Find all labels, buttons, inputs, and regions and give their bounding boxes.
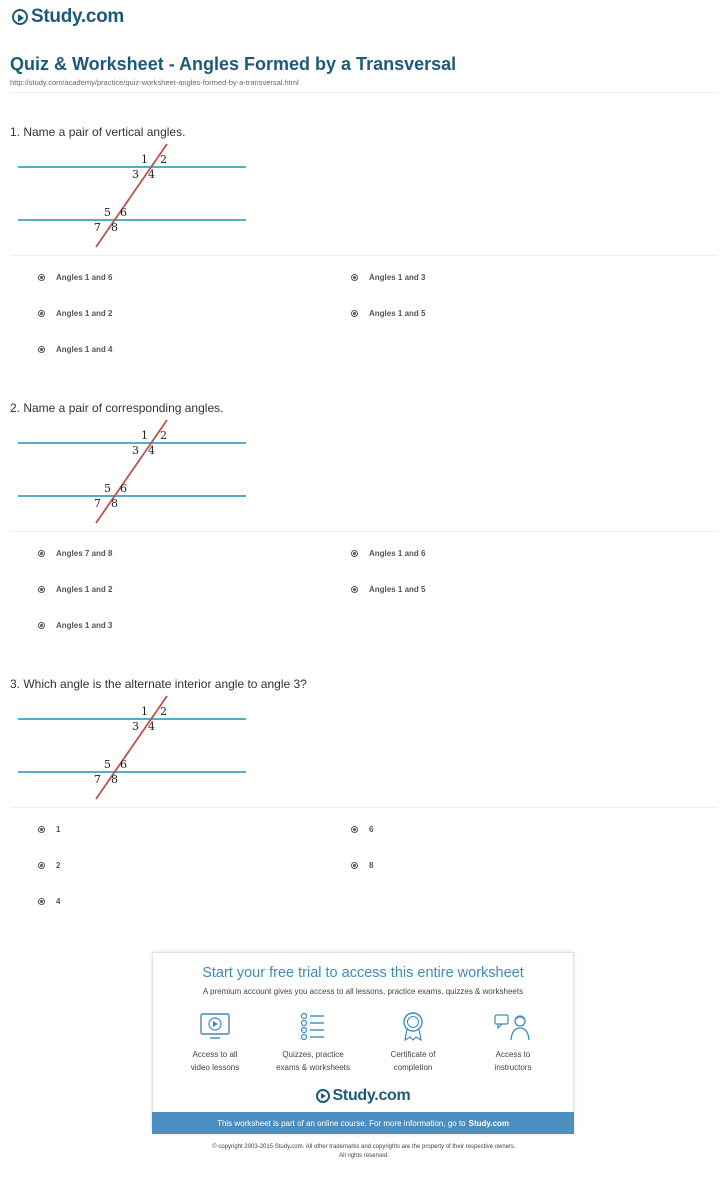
- option-label: Angles 1 and 3: [369, 273, 426, 282]
- angle-label: 8: [111, 497, 118, 510]
- radio-button[interactable]: [38, 898, 45, 905]
- feature-label: Access to instructors: [494, 1050, 532, 1072]
- feature-certificate: [363, 1011, 463, 1074]
- angle-label: 4: [148, 168, 155, 181]
- answer-option[interactable]: [351, 825, 373, 834]
- radio-button[interactable]: [38, 622, 45, 629]
- answer-option[interactable]: [38, 621, 112, 630]
- angle-label: 3: [132, 720, 139, 733]
- certificate-ribbon-icon: [396, 1011, 430, 1041]
- promo-bar-text: This worksheet is part of an online course. For more information, go to: [217, 1118, 466, 1128]
- answer-option[interactable]: [351, 585, 425, 594]
- answer-option[interactable]: [38, 273, 112, 282]
- header-divider: [10, 92, 718, 93]
- study-logo[interactable]: [12, 6, 124, 28]
- angle-label: 4: [148, 444, 155, 457]
- radio-button[interactable]: [351, 550, 358, 557]
- feature-video-lessons: [165, 1011, 265, 1074]
- question-text: 3. Which angle is the alternate interior angle to angle 3?: [10, 677, 307, 691]
- answer-option[interactable]: [38, 861, 60, 870]
- option-label: 8: [369, 861, 374, 870]
- answer-option[interactable]: [38, 345, 112, 354]
- radio-button[interactable]: [38, 826, 45, 833]
- radio-button[interactable]: [351, 862, 358, 869]
- answer-option[interactable]: [38, 897, 60, 906]
- question-3: [10, 677, 718, 927]
- question-2: [10, 401, 718, 651]
- answer-option[interactable]: [351, 861, 373, 870]
- logo-text: Study.com: [332, 1087, 411, 1104]
- option-label: 4: [56, 897, 61, 906]
- question-1: [10, 125, 718, 375]
- angle-label: 1: [141, 705, 148, 718]
- question-text: 2. Name a pair of corresponding angles.: [10, 401, 224, 415]
- logo-text: Study.com: [31, 6, 125, 27]
- radio-button[interactable]: [351, 586, 358, 593]
- promo-heading: Start your free trial to access this entire worksheet: [202, 965, 524, 981]
- option-label: Angles 1 and 4: [56, 345, 113, 354]
- option-label: Angles 1 and 3: [56, 621, 113, 630]
- transversal-line: [96, 144, 167, 247]
- instructor-chat-icon: [493, 1011, 533, 1041]
- transversal-diagram: [18, 695, 253, 813]
- angle-label: 5: [104, 758, 111, 771]
- angle-label: 1: [141, 429, 148, 442]
- option-label: Angles 1 and 2: [56, 585, 113, 594]
- page-title: Quiz & Worksheet - Angles Formed by a Transversal: [10, 54, 457, 74]
- answer-option[interactable]: [38, 549, 112, 558]
- radio-button[interactable]: [38, 346, 45, 353]
- answer-option[interactable]: [351, 273, 425, 282]
- radio-button[interactable]: [38, 310, 45, 317]
- angle-label: 6: [120, 482, 127, 495]
- radio-button[interactable]: [38, 586, 45, 593]
- answer-option[interactable]: [38, 585, 112, 594]
- angle-label: 2: [160, 429, 167, 442]
- copyright-notice: [0, 1143, 728, 1161]
- question-divider: [10, 255, 718, 256]
- promo-study-logo[interactable]: [153, 1087, 573, 1105]
- option-label: Angles 1 and 6: [56, 273, 113, 282]
- option-label: 2: [56, 861, 61, 870]
- answer-option[interactable]: [38, 309, 112, 318]
- angle-label: 8: [111, 773, 118, 786]
- feature-label: Access to all video lessons: [190, 1050, 240, 1072]
- option-label: Angles 1 and 5: [369, 585, 426, 594]
- angle-label: 7: [94, 773, 101, 786]
- option-label: Angles 1 and 2: [56, 309, 113, 318]
- option-label: Angles 7 and 8: [56, 549, 113, 558]
- feature-quizzes: [263, 1011, 363, 1074]
- option-label: 1: [56, 825, 61, 834]
- question-divider: [10, 807, 718, 808]
- radio-button[interactable]: [38, 550, 45, 557]
- page-url: http://study.com/academy/practice/quiz-worksheet-angles-formed-by-a-transversal.html: [10, 78, 299, 87]
- feature-label: Certificate of completion: [390, 1050, 436, 1072]
- play-circle-icon: [12, 9, 28, 25]
- angle-label: 7: [94, 497, 101, 510]
- angle-label: 8: [111, 221, 118, 234]
- play-circle-icon: [316, 1089, 330, 1103]
- angle-label: 3: [132, 444, 139, 457]
- angle-label: 6: [120, 206, 127, 219]
- option-label: 6: [369, 825, 374, 834]
- transversal-line: [96, 696, 167, 799]
- option-label: Angles 1 and 5: [369, 309, 426, 318]
- angle-label: 2: [160, 705, 167, 718]
- angle-label: 2: [160, 153, 167, 166]
- option-label: Angles 1 and 6: [369, 549, 426, 558]
- transversal-line: [96, 420, 167, 523]
- video-lesson-icon: [198, 1011, 232, 1041]
- angle-label: 6: [120, 758, 127, 771]
- copyright-line: All rights reserved.: [339, 1153, 389, 1159]
- checklist-icon: [296, 1011, 330, 1041]
- question-divider: [10, 531, 718, 532]
- free-trial-promo: [152, 952, 574, 1134]
- promo-subheading: A premium account gives you access to all lessons, practice exams, quizzes & worksheets: [202, 987, 524, 996]
- radio-button[interactable]: [351, 274, 358, 281]
- radio-button[interactable]: [351, 826, 358, 833]
- answer-option[interactable]: [351, 309, 425, 318]
- question-text: 1. Name a pair of vertical angles.: [10, 125, 186, 139]
- answer-option[interactable]: [38, 825, 60, 834]
- answer-option[interactable]: [351, 549, 425, 558]
- study-com-link[interactable]: Study.com: [468, 1118, 509, 1128]
- radio-button[interactable]: [38, 274, 45, 281]
- angle-label: 4: [148, 720, 155, 733]
- copyright-line: © copyright 2003-2015 Study.com. All other trademarks and copyrights are the property of their respective owners.: [212, 1144, 516, 1150]
- transversal-diagram: [18, 419, 253, 537]
- promo-info-bar: [152, 1112, 574, 1134]
- radio-button[interactable]: [351, 310, 358, 317]
- feature-instructors: [463, 1011, 563, 1074]
- angle-label: 1: [141, 153, 148, 166]
- radio-button[interactable]: [38, 862, 45, 869]
- angle-label: 7: [94, 221, 101, 234]
- feature-label: Quizzes, practice exams & worksheets: [276, 1050, 350, 1072]
- angle-label: 3: [132, 168, 139, 181]
- angle-label: 5: [104, 206, 111, 219]
- angle-label: 5: [104, 482, 111, 495]
- transversal-diagram: [18, 143, 253, 261]
